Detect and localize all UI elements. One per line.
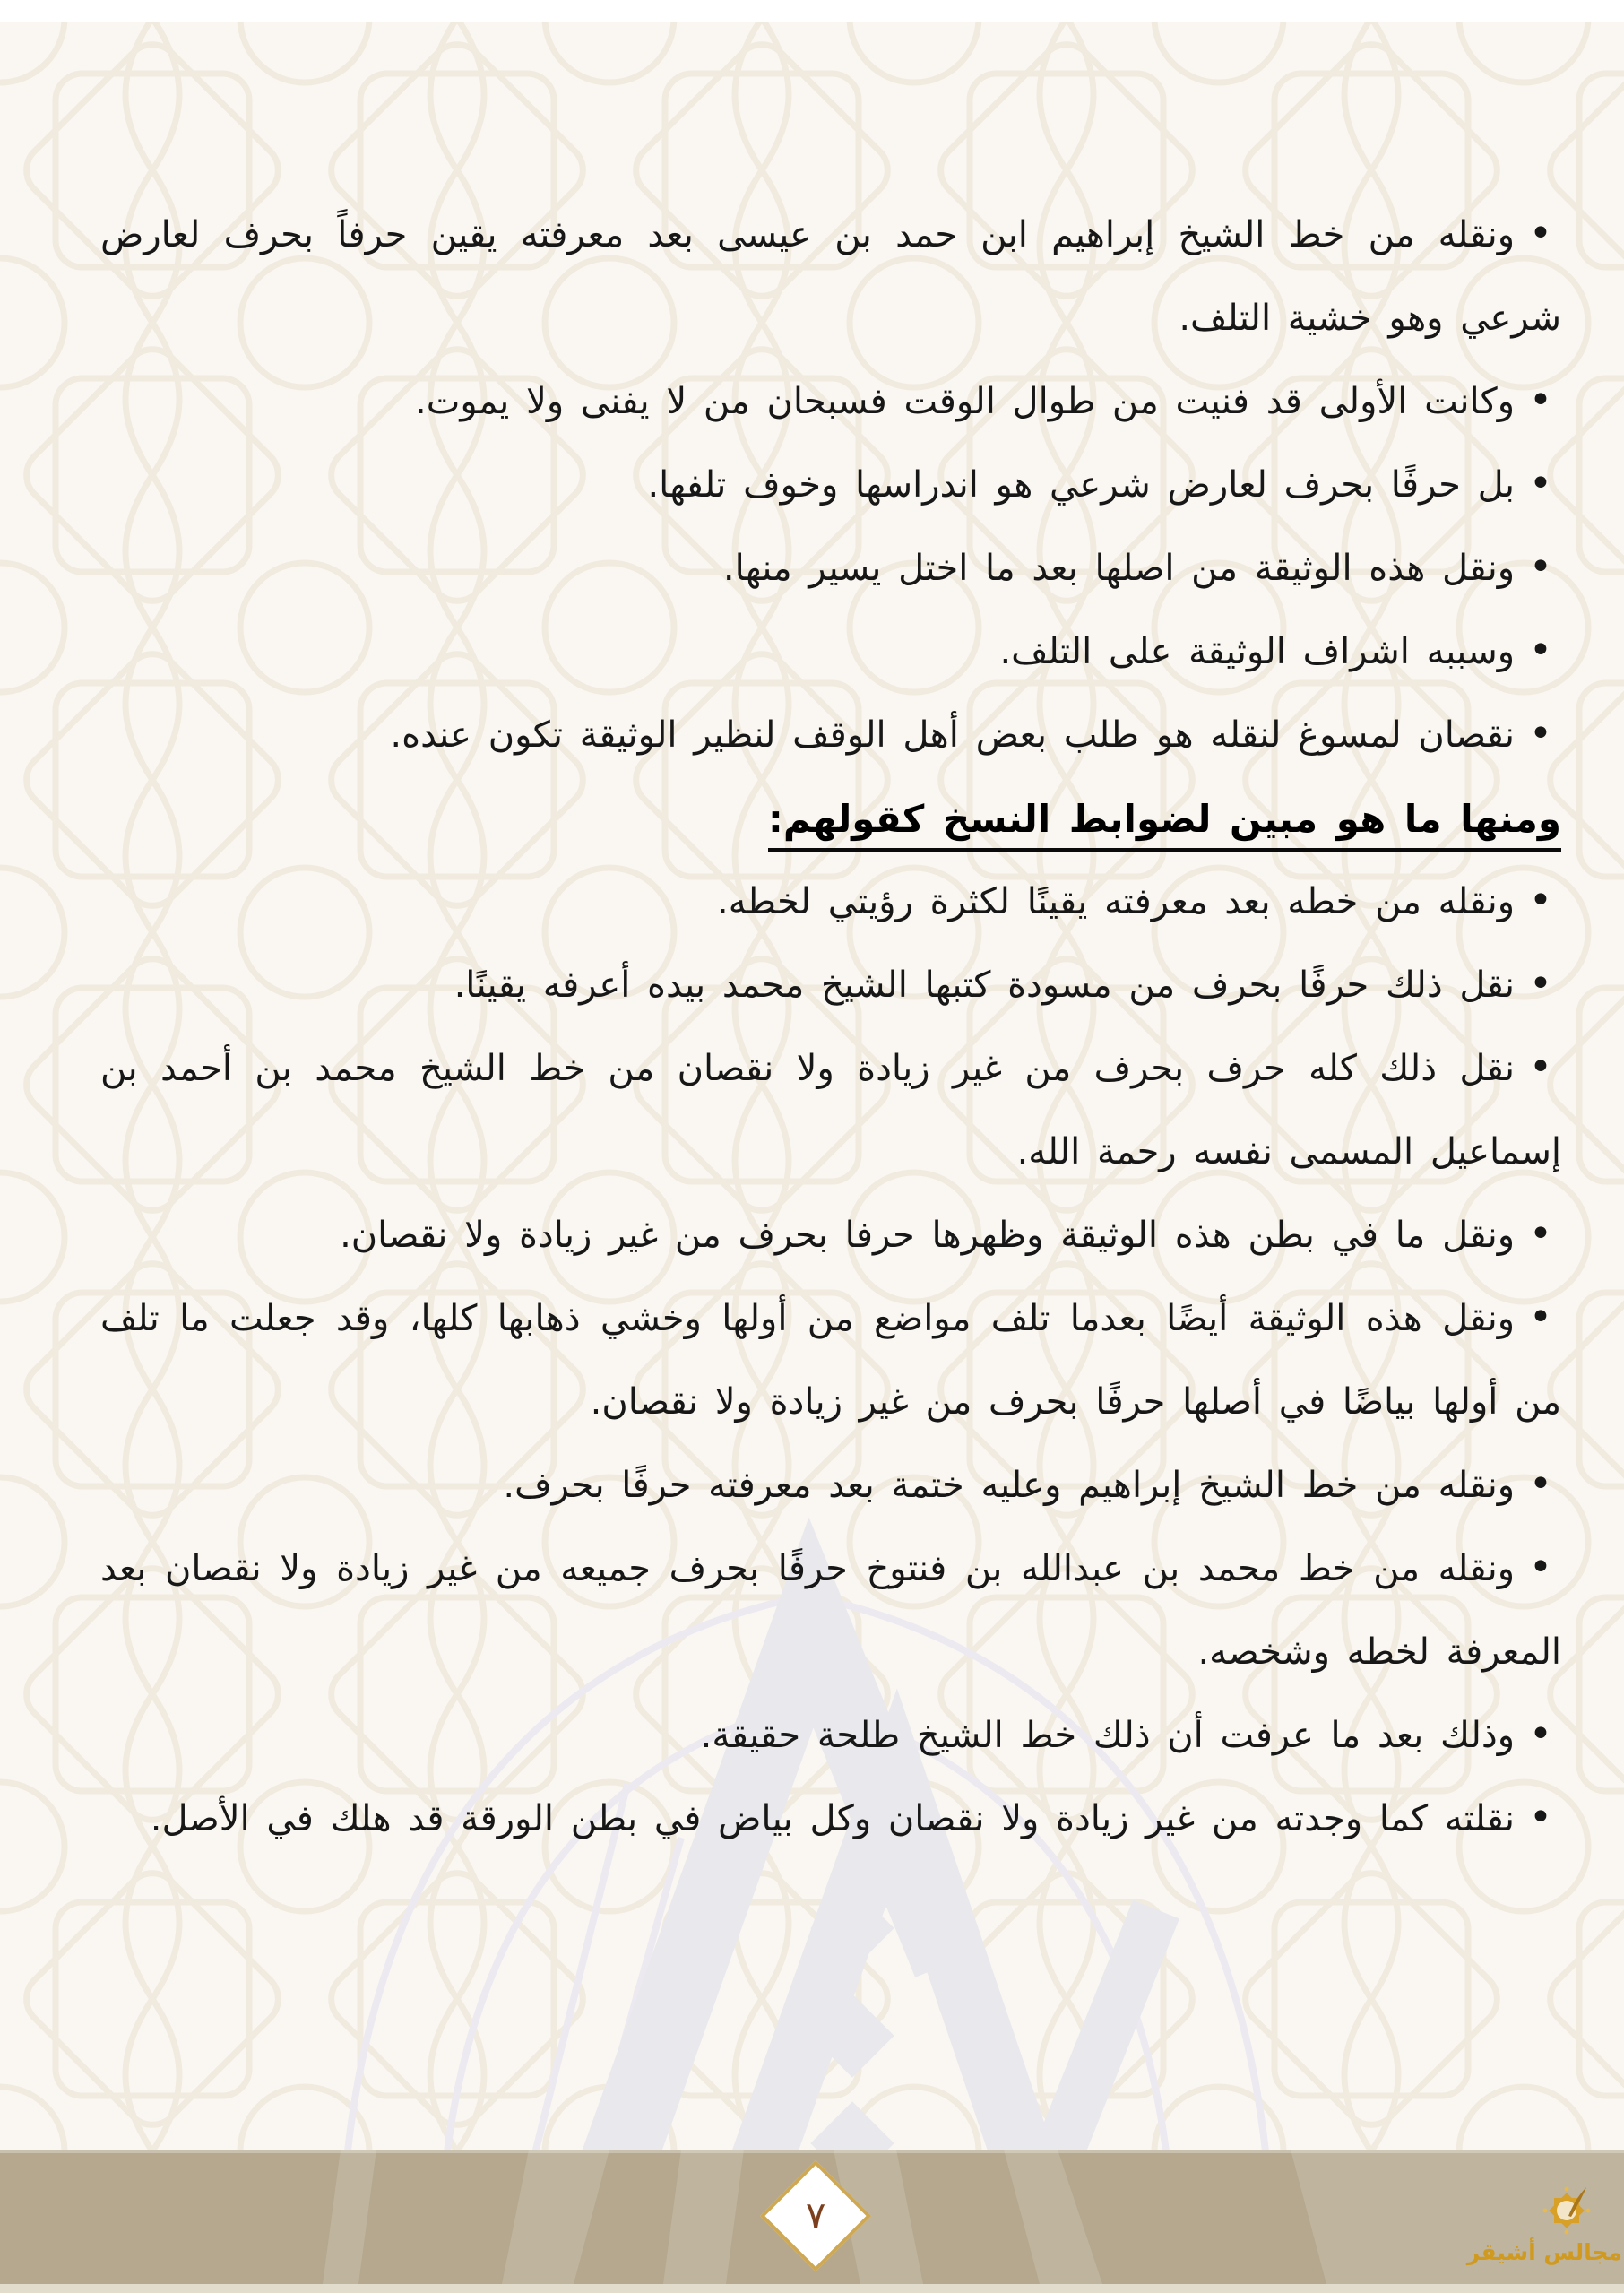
bullet-icon: •	[1529, 711, 1552, 757]
text-block	[100, 194, 1561, 1861]
publisher-logo	[1466, 2184, 1622, 2265]
starburst-logo-icon	[1542, 2184, 1599, 2237]
bullet-item-text: نقصان لمسوغ لنقله هو طلب بعض أهل الوقف لنظير الوثيقة تكون عنده.	[390, 714, 1516, 756]
section-heading	[100, 777, 1561, 861]
bullet-item-text: وكانت الأولى قد فنيت من طوال الوقت فسبحان من لا يفنى ولا يموت.	[415, 381, 1516, 422]
publisher-logo-text: مجالس أشيقر	[1466, 2239, 1622, 2265]
bullet-item-text: ونقل هذه الوثيقة أيضًا بعدما تلف مواضع من أولها وخشي ذهابها كلها، وقد جعلت ما تلف من أولها بياضًا في أصلها حرفًا بحرف من غير زيادة ولا نقصان.	[100, 1298, 1561, 1423]
bullet-icon: •	[1529, 627, 1552, 673]
bullet-item	[100, 360, 1561, 444]
bullet-item	[100, 861, 1561, 944]
bullet-icon: •	[1529, 878, 1552, 923]
bullet-item	[100, 1277, 1561, 1444]
bullet-item	[100, 610, 1561, 694]
bullet-icon: •	[1529, 211, 1552, 256]
bottom-margin-strip	[0, 2284, 1624, 2293]
bullet-icon: •	[1529, 1545, 1552, 1590]
page-number: ٧	[805, 2193, 826, 2237]
bullet-item-text: نقل ذلك حرفًا بحرف من مسودة كتبها الشيخ محمد بيده أعرفه يقينًا.	[454, 965, 1516, 1006]
top-margin-strip	[0, 0, 1624, 22]
bullet-item	[100, 1778, 1561, 1861]
bullet-icon: •	[1529, 1211, 1552, 1257]
bullet-item-text: وسببه اشراف الوثيقة على التلف.	[999, 631, 1516, 672]
bullet-item	[100, 1194, 1561, 1277]
bullet-icon: •	[1529, 961, 1552, 1007]
bullet-item	[100, 444, 1561, 527]
bullet-item	[100, 527, 1561, 610]
section-heading-text: ومنها ما هو مبين لضوابط النسخ كقولهم:	[768, 797, 1561, 852]
bullet-item-text: ونقله من خطه بعد معرفته يقينًا لكثرة رؤيتي لخطه.	[717, 881, 1516, 922]
bullet-item-text: وذلك بعد ما عرفت أن ذلك خط الشيخ طلحة حقيقة.	[700, 1715, 1516, 1756]
bullet-icon: •	[1529, 1044, 1552, 1090]
bullet-item	[100, 1527, 1561, 1694]
bullet-item	[100, 944, 1561, 1027]
bullet-item	[100, 194, 1561, 360]
bullet-item-text: ونقل ما في بطن هذه الوثيقة وظهرها حرفا بحرف من غير زيادة ولا نقصان.	[340, 1215, 1516, 1256]
bullet-icon: •	[1529, 1795, 1552, 1840]
bullet-item	[100, 694, 1561, 777]
bullet-icon: •	[1529, 544, 1552, 590]
bullet-item-text: ونقله من خط الشيخ إبراهيم وعليه ختمة بعد معرفته حرفًا بحرف.	[503, 1465, 1516, 1506]
bullet-item	[100, 1444, 1561, 1527]
bullet-icon: •	[1529, 377, 1552, 423]
bullet-item-text: ونقله من خط الشيخ إبراهيم ابن حمد بن عيسى بعد معرفته يقين حرفاً بحرف لعارض شرعي وهو خشية التلف.	[100, 214, 1561, 339]
bullet-icon: •	[1529, 1461, 1552, 1507]
bullet-item-text: نقلته كما وجدته من غير زيادة ولا نقصان وكل بياض في بطن الورقة قد هلك في الأصل.	[150, 1798, 1516, 1839]
bullet-item-text: بل حرفًا بحرف لعارض شرعي هو اندراسها وخوف تلفها.	[647, 464, 1516, 506]
bullet-item	[100, 1694, 1561, 1778]
bullet-item	[100, 1027, 1561, 1194]
bullet-icon: •	[1529, 1711, 1552, 1757]
bullet-icon: •	[1529, 1294, 1552, 1340]
bullet-item-text: ونقل هذه الوثيقة من اصلها بعد ما اختل يسير منها.	[722, 548, 1516, 589]
bullet-item-text: نقل ذلك كله حرف بحرف من غير زيادة ولا نقصان من خط الشيخ محمد بن أحمد بن إسماعيل المسمى نفسه رحمة الله.	[100, 1048, 1561, 1172]
bullet-icon: •	[1529, 461, 1552, 506]
bullet-item-text: ونقله من خط محمد بن عبدالله بن فنتوخ حرفًا بحرف جميعه من غير زيادة ولا نقصان بعد المعرفة لخطه وشخصه.	[100, 1548, 1561, 1673]
